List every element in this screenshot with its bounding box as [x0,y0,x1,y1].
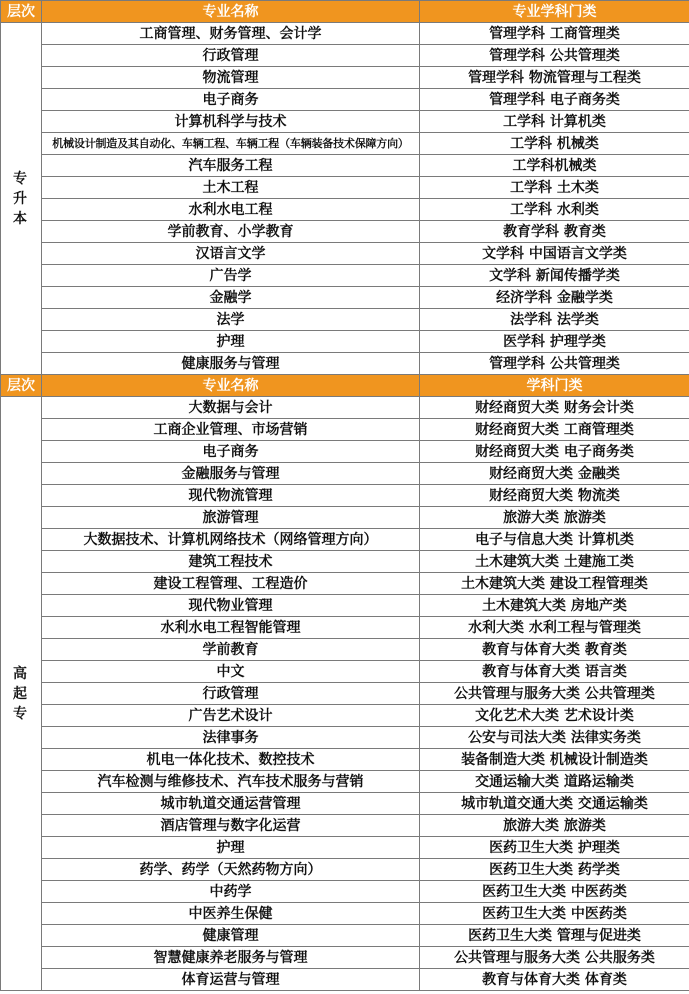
table-row [1,45,689,67]
table-row [1,485,689,507]
table-row [1,617,689,639]
category-cell: 土木建筑大类 建设工程管理类 [420,573,689,595]
table-row [1,353,689,375]
gqz-level-cell [1,397,42,991]
table-row [1,441,689,463]
category-cell: 财经商贸大类 物流类 [420,485,689,507]
zsb-header-major: 专业名称 [42,1,420,23]
table-row [1,133,689,155]
category-cell: 管理学科 公共管理类 [420,353,689,375]
gqz-header-level: 层次 [1,375,42,397]
zsb-level-char: 本 [13,210,29,227]
category-cell: 财经商贸大类 财务会计类 [420,397,689,419]
table-row [1,23,689,45]
table-row [1,419,689,441]
category-cell: 管理学科 工商管理类 [420,23,689,45]
major-name-cell: 药学、药学（天然药物方向） [42,859,420,881]
major-name-cell: 汽车服务工程 [42,155,420,177]
gqz-level-char: 高 [13,665,29,682]
majors-table-body [1,1,689,991]
major-name-cell: 旅游管理 [42,507,420,529]
major-name-cell: 电子商务 [42,441,420,463]
major-name-cell: 现代物业管理 [42,595,420,617]
table-row [1,771,689,793]
table-row [1,111,689,133]
category-cell: 水利大类 水利工程与管理类 [420,617,689,639]
table-row [1,89,689,111]
major-name-cell: 中药学 [42,881,420,903]
major-name-cell: 行政管理 [42,45,420,67]
major-name-cell: 大数据与会计 [42,397,420,419]
major-name-cell: 法律事务 [42,727,420,749]
major-name-cell: 酒店管理与数字化运营 [42,815,420,837]
zsb-level-cell [1,23,42,375]
category-cell: 文学科 中国语言文学类 [420,243,689,265]
major-name-cell: 建筑工程技术 [42,551,420,573]
major-name-cell: 学前教育 [42,639,420,661]
major-name-cell: 工商企业管理、市场营销 [42,419,420,441]
category-cell: 工学科机械类 [420,155,689,177]
major-name-cell: 金融服务与管理 [42,463,420,485]
table-row [1,265,689,287]
category-cell: 医药卫生大类 护理类 [420,837,689,859]
category-cell: 旅游大类 旅游类 [420,815,689,837]
table-row [1,67,689,89]
table-row [1,705,689,727]
table-row [1,661,689,683]
category-cell: 医药卫生大类 药学类 [420,859,689,881]
category-cell: 工学科 水利类 [420,199,689,221]
category-cell: 教育与体育大类 体育类 [420,969,689,991]
table-row [1,595,689,617]
table-row [1,331,689,353]
major-name-cell: 体育运营与管理 [42,969,420,991]
category-cell: 土木建筑大类 房地产类 [420,595,689,617]
table-row [1,749,689,771]
category-cell: 教育学科 教育类 [420,221,689,243]
category-cell: 文化艺术大类 艺术设计类 [420,705,689,727]
major-name-cell: 广告学 [42,265,420,287]
table-row [1,529,689,551]
table-row [1,177,689,199]
category-cell: 工学科 土木类 [420,177,689,199]
major-name-cell: 水利水电工程 [42,199,420,221]
table-row [1,573,689,595]
gqz-level-char: 专 [13,705,29,722]
category-cell: 法学科 法学类 [420,309,689,331]
table-row [1,463,689,485]
category-cell: 医学科 护理学类 [420,331,689,353]
category-cell: 财经商贸大类 电子商务类 [420,441,689,463]
table-row [1,727,689,749]
table-row [1,881,689,903]
category-cell: 财经商贸大类 工商管理类 [420,419,689,441]
category-cell: 医药卫生大类 中医药类 [420,881,689,903]
category-cell: 管理学科 公共管理类 [420,45,689,67]
major-name-cell: 汉语言文学 [42,243,420,265]
table-row [1,793,689,815]
category-cell: 交通运输大类 道路运输类 [420,771,689,793]
category-cell: 管理学科 物流管理与工程类 [420,67,689,89]
zsb-header-row [1,1,689,23]
table-row [1,155,689,177]
table-row [1,199,689,221]
category-cell: 工学科 机械类 [420,133,689,155]
major-name-cell: 行政管理 [42,683,420,705]
category-cell: 文学科 新闻传播学类 [420,265,689,287]
table-row [1,837,689,859]
major-name-cell: 汽车检测与维修技术、汽车技术服务与营销 [42,771,420,793]
major-name-cell: 护理 [42,837,420,859]
major-name-cell: 物流管理 [42,67,420,89]
category-cell: 公安与司法大类 法律实务类 [420,727,689,749]
table-row [1,243,689,265]
major-name-cell: 金融学 [42,287,420,309]
major-name-cell: 中医养生保健 [42,903,420,925]
table-row [1,683,689,705]
category-cell: 城市轨道交通大类 交通运输类 [420,793,689,815]
table-row [1,925,689,947]
table-row [1,903,689,925]
major-name-cell: 学前教育、小学教育 [42,221,420,243]
table-row [1,815,689,837]
table-row [1,397,689,419]
zsb-level-char: 升 [13,190,29,207]
category-cell: 教育与体育大类 教育类 [420,639,689,661]
category-cell: 教育与体育大类 语言类 [420,661,689,683]
major-name-cell: 机械设计制造及其自动化、车辆工程、车辆工程（车辆装备技术保障方向） [42,133,420,155]
major-name-cell: 计算机科学与技术 [42,111,420,133]
major-name-cell: 现代物流管理 [42,485,420,507]
major-name-cell: 城市轨道交通运营管理 [42,793,420,815]
category-cell: 工学科 计算机类 [420,111,689,133]
major-name-cell: 护理 [42,331,420,353]
major-name-cell: 机电一体化技术、数控技术 [42,749,420,771]
major-name-cell: 水利水电工程智能管理 [42,617,420,639]
category-cell: 装备制造大类 机械设计制造类 [420,749,689,771]
table-row [1,309,689,331]
gqz-header-row [1,375,689,397]
zsb-header-level: 层次 [1,1,42,23]
major-name-cell: 广告艺术设计 [42,705,420,727]
gqz-header-category: 学科门类 [420,375,689,397]
table-row [1,947,689,969]
zsb-level-char: 专 [13,170,29,187]
major-name-cell: 建设工程管理、工程造价 [42,573,420,595]
category-cell: 土木建筑大类 土建施工类 [420,551,689,573]
major-name-cell: 电子商务 [42,89,420,111]
gqz-level-char: 起 [13,685,29,702]
category-cell: 医药卫生大类 中医药类 [420,903,689,925]
table-row [1,287,689,309]
category-cell: 管理学科 电子商务类 [420,89,689,111]
category-cell: 公共管理与服务大类 公共服务类 [420,947,689,969]
category-cell: 医药卫生大类 管理与促进类 [420,925,689,947]
major-name-cell: 健康管理 [42,925,420,947]
table-row [1,969,689,991]
major-name-cell: 健康服务与管理 [42,353,420,375]
major-name-cell: 土木工程 [42,177,420,199]
table-row [1,507,689,529]
major-name-cell: 法学 [42,309,420,331]
category-cell: 公共管理与服务大类 公共管理类 [420,683,689,705]
major-name-cell: 智慧健康养老服务与管理 [42,947,420,969]
major-name-cell: 中文 [42,661,420,683]
table-row [1,221,689,243]
category-cell: 旅游大类 旅游类 [420,507,689,529]
major-name-cell: 工商管理、财务管理、会计学 [42,23,420,45]
gqz-header-major: 专业名称 [42,375,420,397]
category-cell: 财经商贸大类 金融类 [420,463,689,485]
zsb-header-category: 专业学科门类 [420,1,689,23]
major-name-cell: 大数据技术、计算机网络技术（网络管理方向） [42,529,420,551]
table-row [1,551,689,573]
table-row [1,639,689,661]
category-cell: 电子与信息大类 计算机类 [420,529,689,551]
category-cell: 经济学科 金融学类 [420,287,689,309]
table-row [1,859,689,881]
